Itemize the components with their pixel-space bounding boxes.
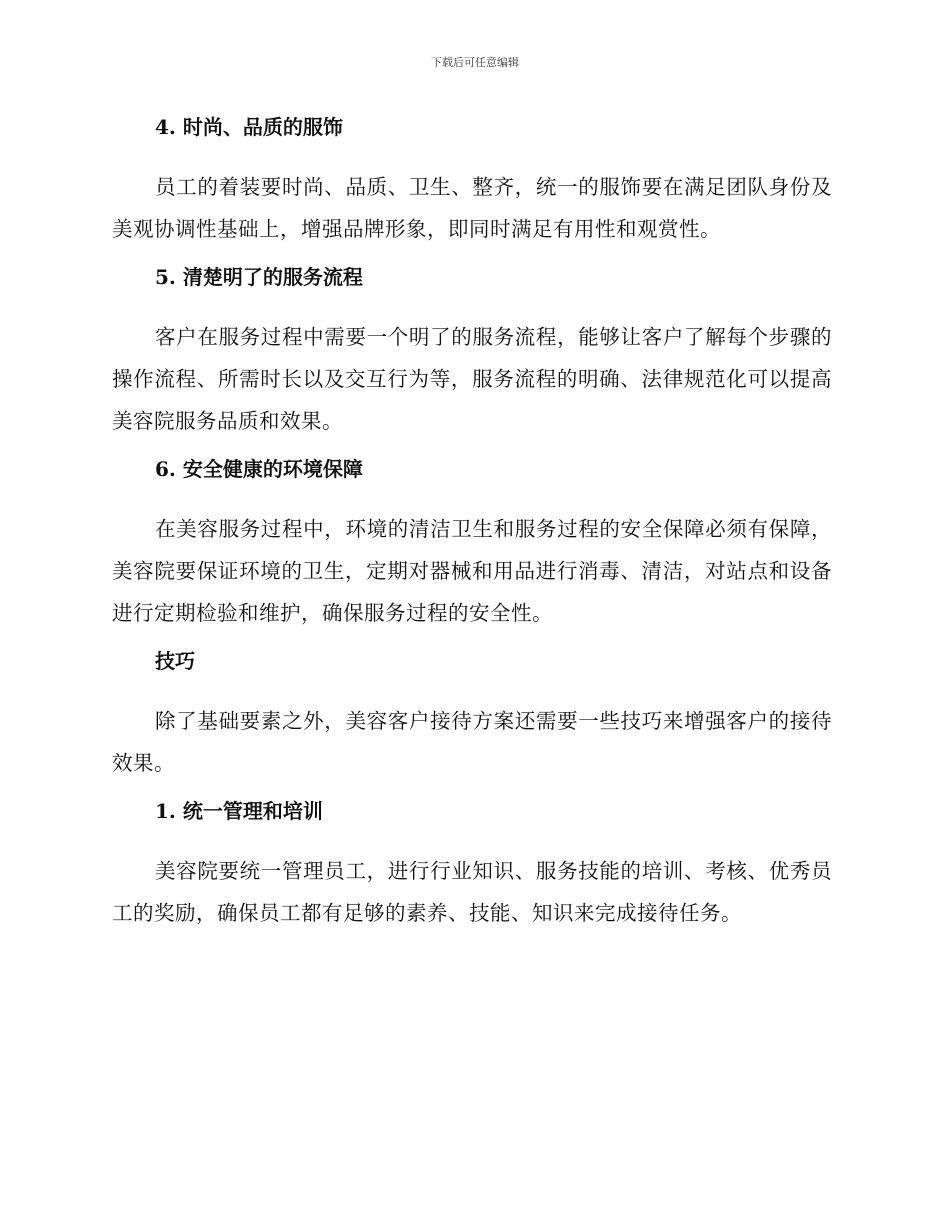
- section-heading-safety: 6. 安全健康的环境保障: [155, 457, 363, 481]
- section-paragraph-tips: 除了基础要素之外，美容客户接待方案还需要一些技巧来增强客户的接待效果。: [112, 709, 832, 775]
- section-paragraph-training: 美容院要统一管理员工，进行行业知识、服务技能的培训、考核、优秀员工的奖励，确保员工都有足够的素养、技能、知识来完成接待任务。: [112, 859, 832, 925]
- section-heading-process: 5. 清楚明了的服务流程: [155, 265, 363, 289]
- section-heading-training: 1. 统一管理和培训: [155, 799, 323, 823]
- page-header: 下载后可任意编辑: [431, 56, 519, 69]
- section-paragraph-safety: 在美容服务过程中，环境的清洁卫生和服务过程的安全保障必须有保障，美容院要保证环境的卫生，定期对器械和用品进行消毒、清洁，对站点和设备进行定期检验和维护，确保服务过程的安全性。: [112, 517, 832, 625]
- section-paragraph-process: 客户在服务过程中需要一个明了的服务流程，能够让客户了解每个步骤的操作流程、所需时长以及交互行为等，服务流程的明确、法律规范化可以提高美容院服务品质和效果。: [112, 325, 832, 433]
- section-heading-fashion: 4. 时尚、品质的服饰: [155, 115, 343, 139]
- section-paragraph-fashion: 员工的着装要时尚、品质、卫生、整齐，统一的服饰要在满足团队身份及美观协调性基础上，增强品牌形象，即同时满足有用性和观赏性。: [112, 175, 832, 241]
- section-heading-tips: 技巧: [155, 649, 195, 673]
- document-body: [112, 112, 832, 934]
